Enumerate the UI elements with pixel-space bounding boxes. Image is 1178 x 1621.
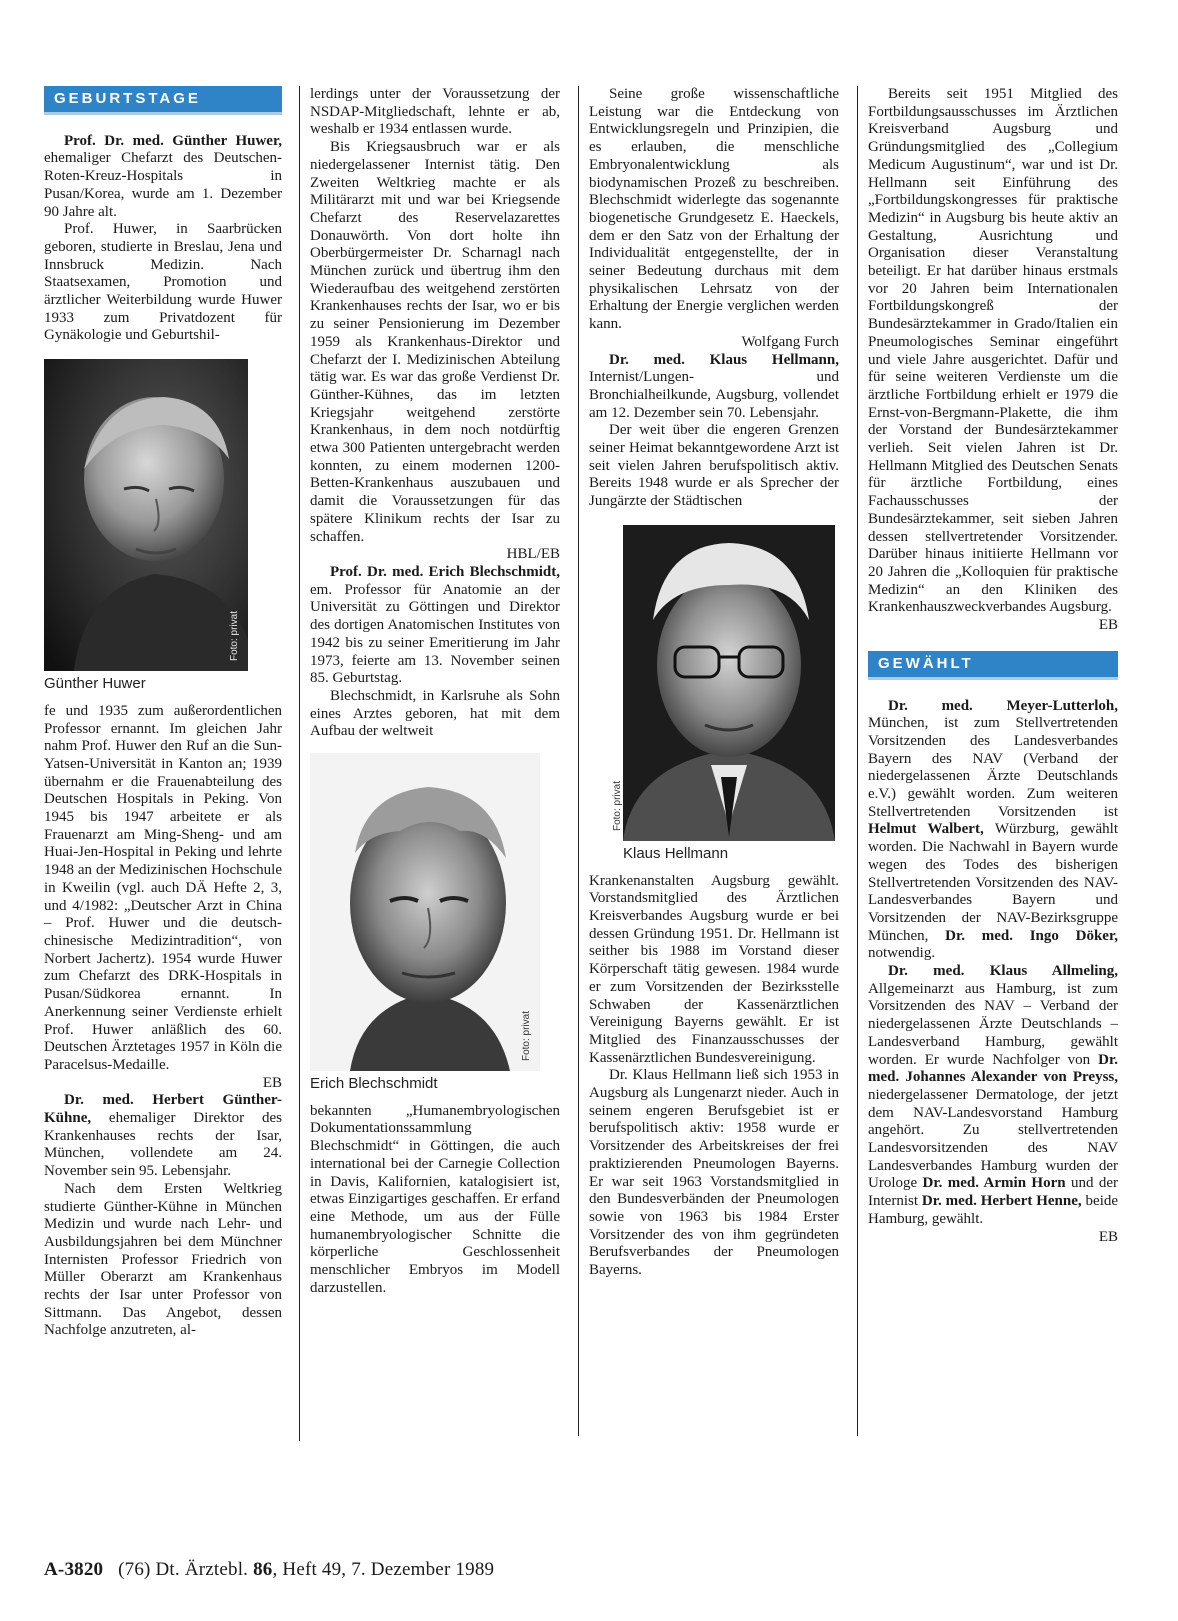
- column-1: [44, 86, 282, 1340]
- column-3: [589, 86, 839, 1280]
- elected-name: Dr. med. Herbert Henne,: [921, 1193, 1082, 1210]
- elected-name: Helmut Walbert,: [868, 821, 984, 838]
- elected-name: Dr. med. Johannes Alexander von Preyss,: [868, 1051, 1119, 1086]
- huwer-intro: [44, 133, 282, 222]
- photo-credit: Foto: privat: [229, 611, 241, 662]
- blechschmidt-bio-part1: Blechschmidt, in Karlsruhe als Sohn eines Arztes geboren, hat mit dem Aufbau der weltweit: [310, 687, 560, 740]
- section-tag-birthdays: GEBURTSTAGE: [44, 86, 282, 115]
- page-footer: [44, 1559, 494, 1581]
- elected-text: und der Internist: [868, 1175, 1118, 1210]
- elected-entry-1: [868, 698, 1118, 964]
- huwer-bio-part2: [44, 703, 282, 1092]
- journal-name: (76) Dt. Ärztebl.: [118, 1559, 249, 1580]
- hellmann-photo: [612, 525, 835, 841]
- huwer-signature: EB: [262, 1074, 282, 1091]
- hellmann-intro-text: Internist/Lungen- und Bronchialheilkunde, Augsburg, vollendet am 12. Dezember sein 70. Lebensjahr.: [589, 369, 839, 421]
- hellmann-bio-part3: Dr. Klaus Hellmann ließ sich 1953 in Augsburg als Lungenarzt nieder. Auch in seinem engeren Berufsgebiet ist er berufspolitisch aktiv: 1958 wurde er Vorsitzender des Arbeitskreises der frei praktizierenden Pneumologen Bayerns. Er war seit 1963 Vorstandsmitglied in den Bundesverbänden der Pneumologen sowie von 1963 bis 1984 Erster Vorsitzender des von ihm gegründeten Berufsverbandes der Pneumologen Bayerns.: [589, 1067, 839, 1279]
- hellmann-caption: Klaus Hellmann: [623, 844, 729, 862]
- blechschmidt-photo: [310, 753, 540, 1071]
- elected-text: Allgemeinarzt aus Hamburg, ist zum Vorsitzenden des NAV – Verband der niedergelassenen Ärzte Deutschlands – Landesverband Hamburg, gewählt worden. Er wurde Nachfolger von: [868, 980, 1118, 1068]
- elected-name: Dr. med. Klaus Allmeling,: [888, 963, 1118, 980]
- huwer-bio-part1: Prof. Huwer, in Saarbrücken geboren, studierte in Breslau, Jena und Innsbruck Medizin. Nach Staatsexamen, Promotion und ärztlicher Weiterbildung wurde Huwer 1933 zum Privatdozent für Gynäkologie und Geburtshil-: [44, 221, 282, 344]
- huwer-caption: Günther Huwer: [44, 675, 146, 693]
- blechschmidt-name: Prof. Dr. med. Erich Blechschmidt,: [330, 563, 560, 580]
- huwer-bio-part2-text: fe und 1935 zum außerordentlichen Professor ernannt. Im gleichen Jahr nahm Prof. Huwer den Ruf an die Sun-Yatsen-Universität in Kanton an; 1939 übernahm er die Frauenabteilung des Deutschen Hospitals in Peking. Von 1945 bis 1947 arbeitete er als Frauenarzt am Ming-Sheng- und am Huai-Jen-Hospital in Peking und lehrte 1948 an der Medizinischen Hochschule in Kweilin (vgl. auch DÄ Hefte 2, 3, und 4/1982: „Deutscher Arzt in China – Prof. Huwer und die deutsch-chinesische Medizintradition“, von Norbert Jachertz). 1954 wurde Huwer zum Chefarzt des DRK-Hospitals in Pusan/Südkorea ernannt. In Anerkennung seiner Verdienste erhielt Prof. Huwer anläßlich des 60. Deutschen Ärztetages 1957 in Köln die Paracelsus-Medaille.: [44, 702, 282, 1073]
- hellmann-bio-part4: [868, 86, 1118, 635]
- elected-name: Dr. med. Ingo Döker,: [945, 927, 1118, 944]
- elected-text: niedergelassener Dermatologe, der jetzt dem NAV-Landesvorstand Hamburg angehört. Zu stellvertretenden Landesvorsitzenden des NAV Landesverbandes Hamburg wurden der Urologe: [868, 1086, 1118, 1192]
- blechschmidt-bio-part3-text: Seine große wissenschaftliche Leistung war die Entdeckung von Entwicklungsregeln und Prinzipien, die es erlauben, die menschliche Embryonalentwicklung als biodynamischen Prozeß zu beschreiben. Blechschmidt widerlegte das sogenannte biogenetische Grundgesetz E. Haeckels, dem er den Satz von der Erhaltung der Individualität entgegenstellte, der in seiner Bedeutung durchaus mit dem physikalischen Lehrsatz von der Erhaltung der Energie verglichen werden kann.: [589, 86, 839, 333]
- blechschmidt-caption: Erich Blechschmidt: [310, 1075, 438, 1093]
- kuehne-bio-part1: Nach dem Ersten Weltkrieg studierte Günther-Kühne in München Medizin und wurde nach Lehr- und Ausbildungsjahren bei dem Münchner Internisten Professor Friedrich von Müller Oberarzt am Krankenhaus rechts der Isar unter Professor von Sittmann. Das Angebot, dessen Nachfolge anzutreten, al-: [44, 1180, 282, 1339]
- elected-text: beide Hamburg, gewählt.: [868, 1193, 1119, 1227]
- elected-entry-2: [868, 963, 1118, 1246]
- blechschmidt-bio-part2: bekannten „Humanembryologischen Dokumentationssammlung Blechschmidt“ in Göttingen, die auch international bei der Carnegie Collection in Davis, Kalifornien, katalogisiert ist, etwas Einzigartiges geschaffen. Er erfand eine Methode, um aus der Fülle humanembryologischer Schnitte die körperliche Geschlossenheit menschlicher Embryos im Modell darzustellen.: [310, 1102, 560, 1296]
- section-tag-elected: GEWÄHLT: [868, 651, 1118, 680]
- column-2: [310, 86, 560, 1297]
- blechschmidt-signature: Wolfgang Furch: [741, 333, 839, 350]
- issue-info: , Heft 49, 7. Dezember 1989: [272, 1559, 495, 1580]
- elected-name: Dr. med. Armin Horn: [922, 1175, 1066, 1192]
- portrait-hellmann-photo: [623, 525, 835, 841]
- page-number: A-3820: [44, 1559, 104, 1580]
- elected-text: notwendig.: [868, 945, 936, 962]
- photo-credit: Foto: privat: [612, 780, 623, 831]
- hellmann-bio-part1: Der weit über die engeren Grenzen seiner Heimat bekanntgewordene Arzt ist seit vielen Jahren berufspolitisch aktiv. Bereits 1948 wurde er als Sprecher der Jungärzte der Städtischen: [589, 422, 839, 510]
- kuehne-bio-part3: [310, 139, 560, 564]
- huwer-photo: [44, 359, 248, 671]
- elected-text: Würzburg, gewählt worden. Die Nachwahl in Bayern wurde wegen des Todes des bisherigen Stellvertretenden Vorsitzenden des NAV-Landesverbandes Bayern und Vorsitzenden der NAV-Bezirksgruppe München,: [868, 821, 1118, 944]
- journal-volume: 86: [253, 1559, 273, 1580]
- huwer-intro-text: ehemaliger Chefarzt des Deutschen-Roten-Kreuz-Hospitals in Pusan/Korea, wurde am 1. Dezember 90 Jahre alt.: [44, 150, 282, 220]
- kuehne-bio-part2: lerdings unter der Voraussetzung der NSDAP-Mitgliedschaft, lehnte er ab, weshalb er 1934 entlassen wurde.: [310, 86, 560, 138]
- portrait-huwer-photo: [44, 359, 248, 671]
- hellmann-bio-part4-text: Bereits seit 1951 Mitglied des Fortbildungsausschusses im Ärztlichen Kreisverband Augsburg und Gründungsmitglied des „Collegium Medicum Augustinum“, war und ist Dr. Hellmann seit Einführung des „Fortbildungskongresses für praktische Medizin“ in Augsburg bis heute aktiv an Gestaltung, Ausrichtung und Organisation dieser Veranstaltung beteiligt. Er hat darüber hinaus erstmals vor 20 Jahren beim Internationalen Fortbildungskongreß der Bundesärztekammer in Grado/Italien ein Pneumologisches Seminar eingeführt und viele Jahre ausgerichtet. Dafür und für seine weiteren Verdienste um die ärztliche Fortbildung erhielt er 1979 die Ernst-von-Bergmann-Plakette, die ihm der Vorstand der Bundesärztekammer verlieh. Seit vielen Jahren ist Dr. Hellmann Mitglied des Deutschen Senats für ärztliche Fortbildung, eines Fachausschusses der Bundesärztekammer, seit sieben Jahren dessen stellvertretender Vorsitzender. Darüber hinaus initiierte Hellmann vor 20 Jahren die „Kolloquien für praktische Medizin“ an den Kliniken des Krankenhauszweckverbandes Augsburg.: [868, 86, 1118, 616]
- kuehne-intro-text: ehemaliger Direktor des Krankenhauses rechts der Isar, München, vollendete am 24. November sein 95. Lebensjahr.: [44, 1110, 282, 1180]
- hellmann-name: Dr. med. Klaus Hellmann,: [609, 351, 839, 368]
- kuehne-signature: HBL/EB: [506, 546, 560, 563]
- column-rule: [578, 86, 579, 1436]
- elected-name: Dr. med. Meyer-Lutterloh,: [888, 697, 1118, 714]
- hellmann-signature: EB: [1098, 617, 1118, 634]
- portrait-blechschmidt-photo: [310, 753, 540, 1071]
- hellmann-bio-part2: Krankenanstalten Augsburg gewählt. Vorstandsmitglied des Ärztlichen Kreisverbandes Augsburg wurde er bei dessen Gründung 1951. Dr. Hellmann ist seither bis 1988 im Vorstand dieser Körperschaft tätig gewesen. 1984 wurde er zum Vorsitzenden der Bezirksstelle Schwaben der Kassenärztlichen Vereinigung Bayerns gewählt. Er ist Mitglied des Finanzausschusses der Kassenärztlichen Bundesvereinigung.: [589, 872, 839, 1066]
- kuehne-name: Dr. med. Herbert Günther-Kühne,: [44, 1092, 282, 1127]
- column-4: [868, 86, 1118, 1246]
- column-rule: [299, 86, 300, 1441]
- photo-credit: Foto: privat: [521, 1010, 533, 1062]
- column-rule: [857, 86, 858, 1436]
- elected-signature: EB: [1098, 1228, 1118, 1245]
- huwer-name: Prof. Dr. med. Günther Huwer,: [64, 132, 282, 149]
- blechschmidt-intro: [310, 564, 560, 688]
- elected-text: München, ist zum Stellvertretenden Vorsitzenden des Landesverbandes Bayern des NAV (Verband der niedergelassenen Ärzte Deutschlands e.V.) gewählt worden. Zum weiteren Stellvertretenden Vorsitzenden ist: [868, 715, 1118, 820]
- kuehne-intro: [44, 1092, 282, 1181]
- kuehne-bio-part3-text: Bis Kriegsausbruch war er als niedergelassener Internist tätig. Den Zweiten Weltkrieg machte er als Militärarzt mit und war bei Kriegsende Chefarzt des Reservelazarettes Donauwörth. Von dort holte ihn Oberbürgermeister Dr. Scharnagl nach München zurück und übertrug ihm den Wiederaufbau des weitgehend zerstörten Krankenhauses rechts der Isar, wo er bis zu seiner Pensionierung im Dezember 1959 als Krankenhaus-Direktor und Chefarzt der I. Medizinischen Abteilung tätig war. Es war das große Verdienst Dr. Günther-Kühnes, das im letzten Kriegsjahr weitgehend zerstörte Krankenhaus, in dem noch notdürftig etwa 300 Patienten untergebracht werden konnten, zu einem modernen 1200-Betten-Krankenhaus auszubauen und damit die Voraussetzungen für das spätere Klinikum rechts der Isar zu schaffen.: [310, 139, 560, 545]
- blechschmidt-intro-text: em. Professor für Anatomie an der Universität zu Göttingen und Direktor des dortigen Anatomischen Institutes von 1942 bis zu seiner Emeritierung im Jahr 1973, feierte am 13. November seinen 85. Geburtstag.: [310, 581, 560, 687]
- blechschmidt-bio-part3: [589, 86, 839, 352]
- hellmann-intro: [589, 352, 839, 423]
